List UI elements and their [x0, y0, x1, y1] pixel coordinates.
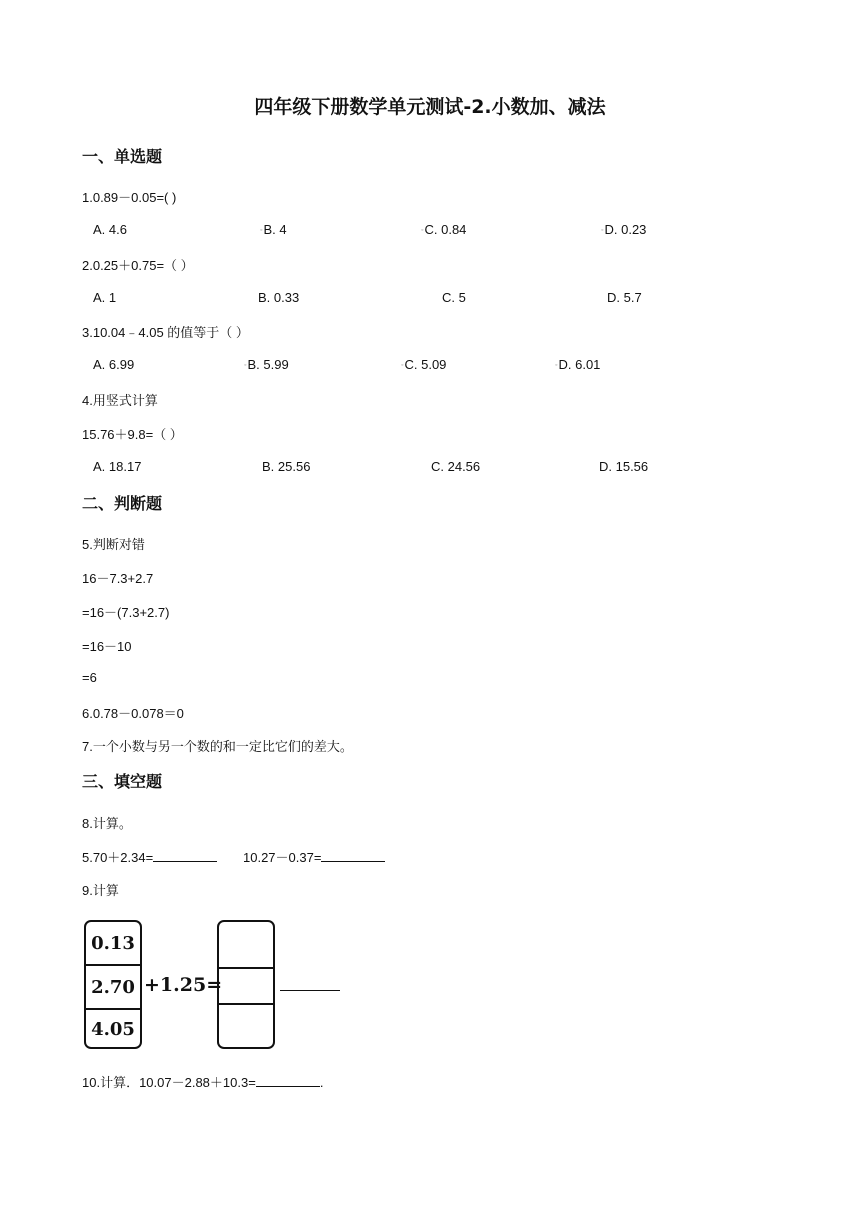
expression-text: 10.27－0.37= — [243, 850, 322, 865]
question-8-stem: 8.计算。 — [82, 816, 132, 831]
option-label: C. 0.84 — [424, 222, 467, 237]
question-4-option-d[interactable]: D. 15.56 — [599, 459, 649, 474]
addend-value: 0.13 — [91, 932, 135, 954]
option-marker-icon: ◦ — [260, 227, 263, 235]
expression-text: 10.计算．10.07－2.88＋10.3= — [82, 1075, 256, 1090]
question-1-option-b[interactable] — [260, 222, 287, 237]
question-1-option-a[interactable]: A. 4.6 — [93, 222, 127, 237]
question-4-option-b[interactable]: B. 25.56 — [262, 459, 311, 474]
question-2-option-d[interactable]: D. 5.7 — [607, 290, 642, 305]
question-10-stem — [82, 1072, 323, 1091]
question-1-option-c[interactable] — [421, 222, 466, 237]
question-6-stem: 6.0.78－0.078＝0 — [82, 706, 184, 721]
result-cell[interactable] — [219, 922, 273, 969]
section-heading-true-false: 二、判断题 — [82, 494, 163, 513]
answer-blank[interactable] — [321, 850, 385, 862]
question-5-line: =16－10 — [82, 639, 132, 654]
option-marker-icon: ◦ — [421, 227, 424, 235]
answer-blank[interactable] — [256, 1075, 320, 1087]
operation-text: +1.25= — [144, 974, 223, 996]
option-label: B. 4 — [263, 222, 287, 237]
question-3-option-a[interactable]: A. 6.99 — [93, 357, 135, 372]
option-label: B. 5.99 — [247, 357, 289, 372]
question-4-option-a[interactable]: A. 18.17 — [93, 459, 142, 474]
question-2-option-c[interactable]: C. 5 — [442, 290, 466, 305]
answer-blank[interactable] — [280, 990, 340, 991]
question-3-option-c[interactable] — [401, 357, 446, 372]
option-marker-icon: ◦ — [555, 362, 558, 370]
option-label: D. 0.23 — [604, 222, 647, 237]
addend-value: 4.05 — [91, 1019, 135, 1040]
question-2-stem: 2.0.25＋0.75=（ ） — [82, 258, 194, 273]
question-8-part-a — [82, 847, 217, 866]
answer-blank[interactable] — [153, 850, 217, 862]
option-label: D. 6.01 — [558, 357, 601, 372]
question-2-option-a[interactable]: A. 1 — [93, 290, 117, 305]
addend-cell — [86, 922, 140, 966]
question-1-option-d[interactable] — [601, 222, 646, 237]
addend-cell — [86, 966, 140, 1010]
question-3-stem: 3.10.04﹣4.05 的值等于（ ） — [82, 325, 249, 340]
question-4-expression: 15.76＋9.8=（ ） — [82, 427, 183, 442]
section-heading-fill-blank: 三、填空题 — [82, 772, 163, 791]
question-1-stem: 1.0.89－0.05=( ) — [82, 190, 177, 205]
result-cell[interactable] — [219, 1005, 273, 1049]
addend-column-box — [84, 920, 142, 1049]
expression-text: 5.70＋2.34= — [82, 850, 154, 865]
option-marker-icon: ◦ — [601, 227, 604, 235]
addend-cell — [86, 1010, 140, 1049]
question-5-line: 16－7.3+2.7 — [82, 571, 154, 586]
question-7-stem: 7.一个小数与另一个数的和一定比它们的差大。 — [82, 739, 353, 754]
question-4-option-c[interactable]: C. 24.56 — [431, 459, 481, 474]
question-5-line: =16－(7.3+2.7) — [82, 605, 170, 620]
period-text: . — [319, 1075, 324, 1090]
result-cell[interactable] — [219, 969, 273, 1005]
page-title: 四年级下册数学单元测试-2.小数加、减法 — [254, 96, 606, 118]
question-5-line: =6 — [82, 670, 97, 685]
question-3-option-b[interactable] — [244, 357, 289, 372]
result-column-box — [217, 920, 275, 1049]
question-8-part-b — [243, 847, 385, 866]
option-label: C. 5.09 — [404, 357, 447, 372]
question-3-option-d[interactable] — [555, 357, 600, 372]
question-9-stem: 9.计算 — [82, 883, 119, 898]
section-heading-single-choice: 一、单选题 — [82, 147, 163, 166]
question-2-option-b[interactable]: B. 0.33 — [258, 290, 300, 305]
question-5-stem: 5.判断对错 — [82, 537, 145, 552]
option-marker-icon: ◦ — [401, 362, 404, 370]
option-marker-icon: ◦ — [244, 362, 247, 370]
question-4-stem: 4.用竖式计算 — [82, 393, 158, 408]
addend-value: 2.70 — [91, 976, 135, 998]
